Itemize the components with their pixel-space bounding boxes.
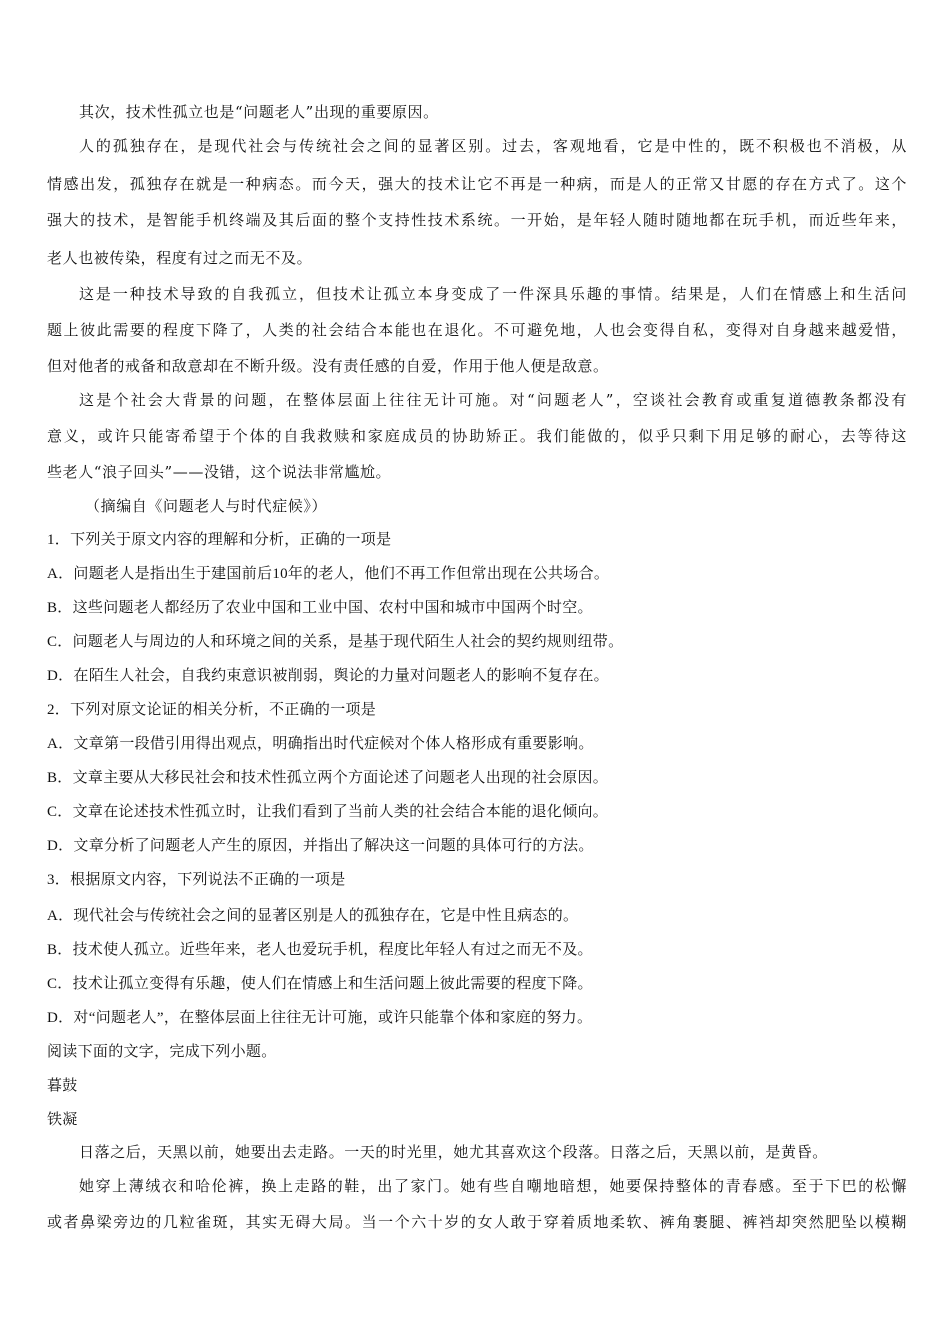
question-2-option-d: D．文章分析了问题老人产生的原因，并指出了解决这一问题的具体可行的方法。 (47, 838, 594, 854)
question-3-stem: 3．根据原文内容，下列说法不正确的一项是 (47, 872, 346, 888)
question-2-option-a: A．文章第一段借引用得出观点，明确指出时代症候对个体人格形成有重要影响。 (47, 736, 594, 752)
passage1-line-2: 人的孤独存在，是现代社会与传统社会之间的显著区别。过去，客观地看，它是中性的，既不积极也不消极，从 (79, 137, 907, 155)
passage1-line-8: 但对他者的戒备和敌意却在不断升级。没有责任感的自爱，作用于他人便是敌意。 (47, 357, 609, 375)
passage1-line-4: 强大的技术，是智能手机终端及其后面的整个支持性技术系统。一开始，是年轻人随时随地都在玩手机，而近些年来， (47, 211, 907, 229)
question-3-option-b: B．技术使人孤立。近些年来，老人也爱玩手机，程度比年轻人有过之而无不及。 (47, 942, 593, 958)
passage2-line-2: 她穿上薄绒衣和哈伦裤，换上走路的鞋，出了家门。她有些自嘲地暗想，她要保持整体的青春感。至于下巴的松懈 (79, 1177, 907, 1195)
question-1-option-a: A．问题老人是指出生于建国前后10年的老人，他们不再工作但常出现在公共场合。 (47, 566, 610, 582)
question-1-option-c: C．问题老人与周边的人和环境之间的关系，是基于现代陌生人社会的契约规则纽带。 (47, 634, 624, 650)
passage1-line-6: 这是一种技术导致的自我孤立，但技术让孤立本身变成了一件深具乐趣的事情。结果是，人们在情感上和生活问 (79, 285, 907, 303)
passage1-line-1: 其次，技术性孤立也是“问题老人”出现的重要原因。 (79, 103, 439, 121)
question-3-option-a: A．现代社会与传统社会之间的显著区别是人的孤独存在，它是中性且病态的。 (47, 908, 579, 924)
passage1-line-5: 老人也被传染，程度有过之而无不及。 (47, 249, 313, 267)
passage2-instruction: 阅读下面的文字，完成下列小题。 (47, 1044, 277, 1060)
passage1-source: （摘编自《问题老人与时代症候》） (85, 497, 328, 515)
question-1-option-b: B．这些问题老人都经历了农业中国和工业中国、农村中国和城市中国两个时空。 (47, 600, 593, 616)
question-1-stem: 1．下列关于原文内容的理解和分析，正确的一项是 (47, 532, 392, 548)
passage1-line-9: 这是个社会大背景的问题，在整体层面上往往无计可施。对“问题老人”，空谈社会教育或重复道德教条都没有 (79, 391, 907, 409)
passage1-line-7: 题上彼此需要的程度下降了，人类的社会结合本能也在退化。不可避免地，人也会变得自私，变得对自身越来越爱惜， (47, 321, 907, 339)
passage2-title: 暮鼓 (47, 1078, 78, 1094)
passage1-line-3: 情感出发，孤独存在就是一种病态。而今天，强大的技术让它不再是一种病，而是人的正常又甘愿的存在方式了。这个 (47, 175, 907, 193)
question-2-option-c: C．文章在论述技术性孤立时，让我们看到了当前人类的社会结合本能的退化倾向。 (47, 804, 609, 820)
passage2-line-3: 或者鼻梁旁边的几粒雀斑，其实无碍大局。当一个六十岁的女人敢于穿着质地柔软、裤角裹腿、裤裆却突然肥坠以模糊 (47, 1213, 907, 1231)
question-2-option-b: B．文章主要从大移民社会和技术性孤立两个方面论述了问题老人出现的社会原因。 (47, 770, 609, 786)
question-1-option-d: D．在陌生人社会，自我约束意识被削弱，舆论的力量对问题老人的影响不复存在。 (47, 668, 609, 684)
passage1-line-10: 意义，或许只能寄希望于个体的自我救赎和家庭成员的协助矫正。我们能做的，似乎只剩下用足够的耐心，去等待这 (47, 427, 907, 445)
passage1-line-11: 些老人“浪子回头”——没错，这个说法非常尴尬。 (47, 463, 392, 481)
passage2-author: 铁凝 (47, 1112, 78, 1128)
question-3-option-d: D．对“问题老人”，在整体层面上往往无计可施，或许只能靠个体和家庭的努力。 (47, 1010, 593, 1026)
passage2-line-1: 日落之后，天黑以前，她要出去走路。一天的时光里，她尤其喜欢这个段落。日落之后，天黑以前，是黄昏。 (79, 1143, 828, 1161)
question-3-option-c: C．技术让孤立变得有乐趣，使人们在情感上和生活问题上彼此需要的程度下降。 (47, 976, 593, 992)
question-2-stem: 2．下列对原文论证的相关分析，不正确的一项是 (47, 702, 377, 718)
